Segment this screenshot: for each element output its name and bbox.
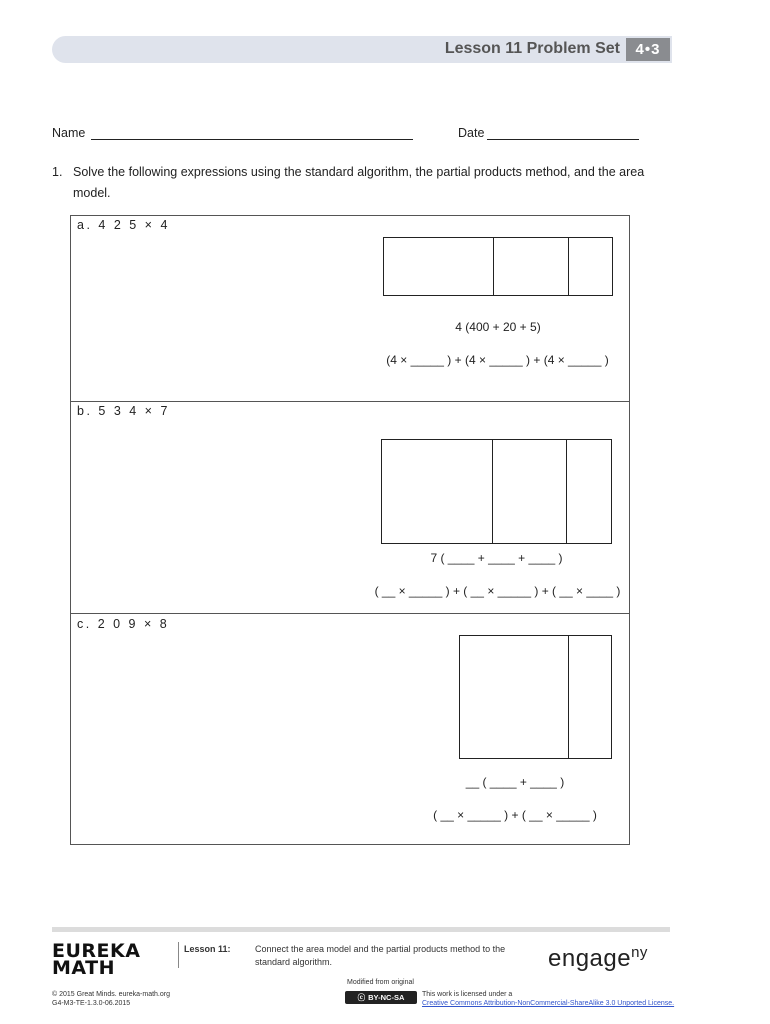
footer-divider: [178, 942, 179, 968]
copyright: © 2015 Great Minds. eureka-math.org: [52, 991, 170, 998]
area-model-b[interactable]: [381, 439, 612, 544]
engageny-logo: [548, 944, 648, 973]
problem-instructions-cont: model.: [73, 186, 111, 200]
part-c-label: c. 2 0 9 × 8: [77, 617, 170, 631]
part-a-label: a. 4 2 5 × 4: [77, 218, 170, 232]
modified-note: Modified from original: [347, 979, 414, 986]
module-badge: 4•3: [626, 38, 670, 61]
name-field[interactable]: [91, 139, 413, 140]
area-model-a[interactable]: [383, 237, 613, 296]
engage-wordmark: engage: [548, 945, 632, 972]
part-b-label: b. 5 3 4 × 7: [77, 404, 170, 418]
page-title: Lesson 11 Problem Set: [444, 40, 620, 57]
area-model-divider: [566, 439, 567, 544]
area-model-divider: [568, 237, 569, 296]
cc-badge-text: BY-NC-SA: [368, 993, 405, 1002]
part-a-partial-products: (4 × _____ ) + (4 × _____ ) + (4 × _____ ): [386, 353, 609, 367]
cc-license-badge[interactable]: [345, 991, 417, 1004]
license-link[interactable]: Creative Commons Attribution-NonCommercial-ShareAlike 3.0 Unported License.: [422, 1000, 675, 1007]
part-a-distributive: 4 (400 + 20 + 5): [455, 320, 541, 334]
part-b-partial-products: ( __ × _____ ) + ( __ × _____ ) + ( __ × ____ ): [374, 584, 621, 598]
license-text: This work is licensed under a: [422, 991, 513, 998]
date-label: Date: [458, 126, 485, 140]
lesson-description-cont: standard algorithm.: [255, 957, 333, 967]
area-model-divider: [568, 635, 569, 759]
row-divider: [70, 613, 630, 614]
name-label: Name: [52, 126, 86, 140]
area-model-c[interactable]: [459, 635, 612, 759]
part-b-distributive: 7 ( ____ + ____ + ____ ): [430, 551, 563, 565]
footer-rule: [52, 927, 670, 932]
logo-line-1: EUREKA: [52, 940, 141, 962]
eureka-math-logo: [52, 940, 141, 979]
part-c-distributive: __ ( ____ + ____ ): [465, 775, 565, 789]
logo-line-2: MATH: [52, 957, 115, 979]
row-divider: [70, 401, 630, 402]
cc-icon: ⓒ: [357, 993, 366, 1002]
part-c-partial-products: ( __ × _____ ) + ( __ × _____ ): [433, 808, 597, 822]
problem-number: 1.: [52, 165, 63, 179]
area-model-divider: [493, 237, 494, 296]
area-model-divider: [492, 439, 493, 544]
document-code: G4-M3-TE-1.3.0-06.2015: [52, 1000, 131, 1007]
problem-instructions: Solve the following expressions using the standard algorithm, the partial products method, and the area: [73, 165, 645, 179]
date-field[interactable]: [487, 139, 639, 140]
lesson-description: Connect the area model and the partial products method to the: [255, 944, 506, 954]
ny-wordmark: ny: [631, 944, 648, 961]
lesson-label: Lesson 11:: [184, 944, 231, 954]
